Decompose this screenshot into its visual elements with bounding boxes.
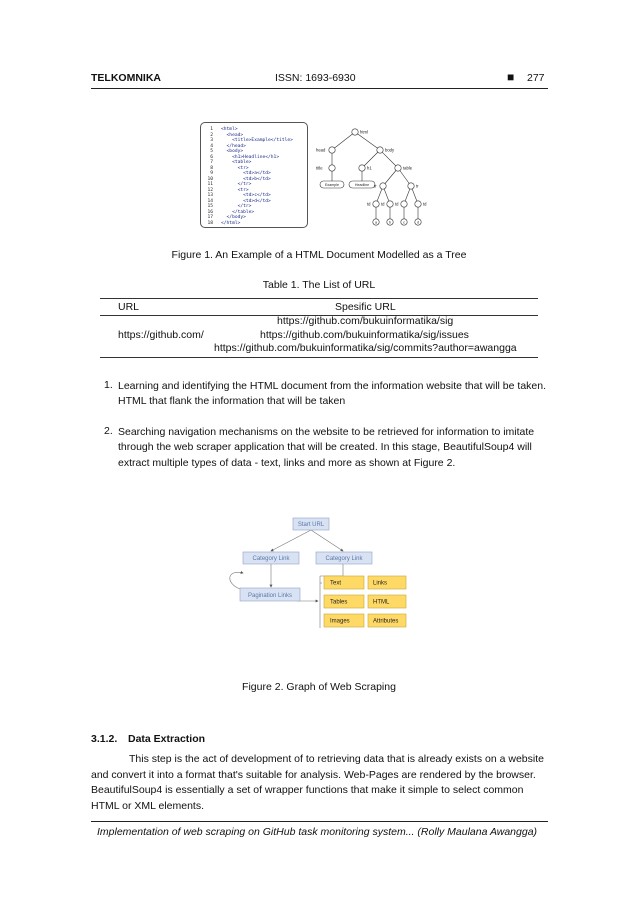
journal-name: TELKOMNIKA (91, 72, 161, 84)
dom-tree-diagram (310, 122, 438, 230)
flow-text-text: Text (330, 580, 342, 587)
html-code-box (200, 122, 308, 228)
flow-text-category-2: Category Link (325, 556, 363, 563)
tree-text-d: d (417, 220, 419, 225)
flow-text-start-url: Start URL (297, 522, 325, 529)
tree-text-example: Example (325, 182, 339, 187)
code-line-text: <td>c</td> (221, 193, 271, 198)
paragraph-line-4: HTML or XML elements. (91, 800, 205, 812)
table-header-specific: Spesific URL (335, 301, 396, 313)
tree-text-b: b (389, 220, 391, 225)
web-scraping-flow-diagram (225, 513, 415, 633)
code-line-number: 10 (207, 176, 213, 182)
code-line-number: 9 (210, 171, 213, 176)
header-square: ■ (507, 70, 515, 84)
flow-text-html: HTML (373, 599, 390, 606)
code-line-text: <tr> (221, 187, 249, 193)
code-line-number: 14 (207, 198, 213, 204)
flow-text-attributes: Attributes (373, 618, 399, 625)
tree-node-tr2 (408, 183, 414, 189)
flow-text-pagination: Pagination Links (247, 592, 293, 599)
code-line-text: <h1>Headline</h1> (221, 154, 280, 160)
code-line-text: </body> (221, 215, 246, 220)
tree-text-c: c (403, 220, 405, 225)
code-line-text: </head> (221, 143, 246, 149)
section-number: 3.1.2. (91, 733, 118, 745)
code-line-text: <td>b</td> (221, 176, 271, 182)
table-cell-url: https://github.com/ (118, 329, 204, 341)
code-line-number: 1 (210, 127, 213, 132)
code-line-text: <head> (221, 132, 244, 138)
footer-text: Implementation of web scraping on GitHub task monitoring system... (Rolly Maulana Awangga) (97, 826, 538, 838)
code-line-text: </html> (221, 220, 241, 226)
tree-node-td3 (401, 201, 407, 207)
code-line-number: 8 (210, 165, 213, 171)
code-line-text: <tr> (221, 165, 249, 171)
paragraph-line-1: This step is the act of development of to retrieving data that is already exists on a website (129, 753, 544, 765)
code-line-number: 11 (207, 182, 213, 187)
tree-node-h1 (359, 165, 365, 171)
list-item-1-number: 1. (104, 379, 113, 391)
tree-node-title (329, 165, 335, 171)
section-title: Data Extraction (128, 733, 206, 745)
code-line-text: </tr> (221, 204, 252, 209)
tree-label-td4: td (423, 201, 427, 207)
list-item-2-line-2: through the web scraper application that will be created. In this stage, BeautifulSoup4 will (118, 441, 532, 453)
header-rule (91, 88, 548, 89)
code-line-text: <table> (221, 160, 252, 165)
tree-node-body (377, 147, 383, 153)
list-item-2-line-3: extract multiple types of data - text, links and more as shown at Figure 2. (118, 457, 456, 469)
code-line-number: 18 (207, 220, 213, 226)
tree-node-head (329, 147, 335, 153)
code-line-number: 13 (207, 193, 213, 198)
tree-text-a: a (375, 220, 377, 225)
table1-caption: Table 1. The List of URL (262, 279, 376, 291)
flow-text-tables: Tables (330, 599, 348, 606)
code-line-number: 15 (207, 204, 213, 209)
code-line-number: 2 (210, 132, 213, 138)
table-header-url: URL (118, 301, 140, 313)
tree-label-title: title (316, 165, 323, 171)
code-line-text: </table> (221, 209, 255, 215)
code-line-number: 3 (210, 138, 213, 143)
tree-label-h1: h1 (367, 165, 372, 171)
tree-label-head: head (316, 147, 326, 153)
tree-label-tr1: tr (374, 183, 377, 189)
list-item-1-line-1: Learning and identifying the HTML document from the information website that will be taken. (118, 380, 547, 392)
tree-label-tr2: tr (416, 183, 419, 189)
list-item-2-number: 2. (104, 425, 113, 437)
code-line-text: <title>Example</title> (221, 138, 293, 143)
tree-label-body: body (385, 147, 395, 153)
flow-text-images: Images (330, 618, 350, 625)
paragraph-line-2: and convert it into a format that's suitable for analysis. Web-Pages are rendered by the browser. (91, 769, 536, 781)
code-line-text: <html> (221, 127, 238, 132)
tree-label-td3: td (395, 201, 399, 207)
issn: ISSN: 1693-6930 (275, 72, 356, 84)
tree-node-html (352, 129, 358, 135)
figure2-caption: Figure 2. Graph of Web Scraping (242, 681, 396, 693)
code-line-text: <td>d</td> (221, 198, 271, 204)
tree-label-td2: td (381, 201, 385, 207)
list-item-2-line-1: Searching navigation mechanisms on the website to be retrieved for information to imitate (118, 426, 535, 438)
list-item-1-line-2: HTML that flank the information that will be taken (118, 395, 346, 407)
code-line-number: 6 (210, 154, 213, 160)
table-cell-specific-3: https://github.com/bukuinformatika/sig/commits?author=awangga (214, 342, 517, 354)
table-cell-specific-1: https://github.com/bukuinformatika/sig (277, 315, 454, 327)
code-line-text: <body> (221, 149, 244, 154)
page-number: 277 (527, 72, 545, 84)
table-bottom-rule (100, 357, 538, 358)
code-line-number: 4 (210, 143, 213, 149)
footer-rule (91, 821, 548, 822)
table-top-rule (100, 298, 538, 299)
tree-label-td1: td (367, 201, 371, 207)
tree-node-table (395, 165, 401, 171)
tree-label-table: table (403, 165, 413, 171)
code-line-number: 7 (210, 160, 213, 165)
figure1-caption: Figure 1. An Example of a HTML Document Modelled as a Tree (171, 249, 467, 261)
flow-text-category-1: Category Link (252, 556, 290, 563)
flow-text-links: Links (373, 580, 388, 587)
code-line-text: <td>a</td> (221, 171, 271, 176)
tree-node-td1 (373, 201, 379, 207)
tree-label-html: html (360, 129, 368, 135)
tree-text-headline: Headline (354, 182, 370, 187)
code-line-text: </tr> (221, 182, 252, 187)
paragraph-line-3: BeautifulSoup4 is essentially a set of wrapper functions that make it simple to select common (91, 784, 524, 796)
tree-node-td4 (415, 201, 421, 207)
code-line-number: 16 (207, 209, 213, 215)
code-line-number: 5 (210, 149, 213, 154)
tree-node-tr1 (380, 183, 386, 189)
code-line-number: 17 (207, 215, 213, 220)
table-cell-specific-2: https://github.com/bukuinformatika/sig/issues (260, 329, 469, 341)
code-line-number: 12 (207, 187, 213, 193)
tree-node-td2 (387, 201, 393, 207)
